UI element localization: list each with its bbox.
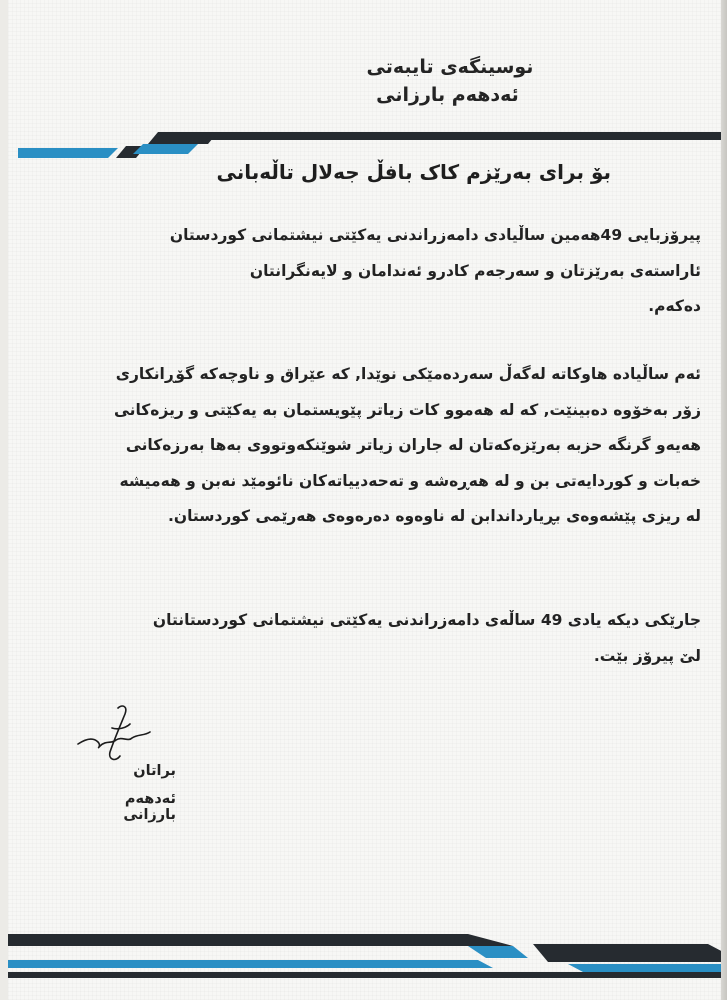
paragraph-anniversary-message — [21, 357, 701, 535]
paragraph-line: هەیەو گرنگە حزبە بەرێزەکەتان لە جاران زیاتر شوێنکەوتووی بەها بەرزەکانی — [125, 436, 701, 454]
paragraph-closing-wish — [21, 603, 701, 674]
footer-band — [8, 928, 727, 984]
letter-sheet — [8, 0, 727, 1000]
paragraph-line: جارێکی دیکە یادی 49 ساڵەی دامەزراندنی یەکێتی نیشتمانی کوردستانتان — [152, 611, 701, 629]
sender-block — [76, 763, 176, 823]
paragraph-line: خەبات و کوردایەتی بن و لە هەڕەشە و تەحەدییاتەکان نائومێد نەبن و هەمیشە — [119, 471, 701, 490]
paragraph-line: پیرۆزبایی 49هەمین ساڵیادی دامەزراندنی یەکێتی نیشتمانی کوردستان — [169, 226, 701, 244]
paragraph-line: لە ریزی پێشەوەی بڕیارداندابن لە ناوەوە دەرەوەی هەرێمی کوردستان. — [167, 507, 701, 525]
paragraph-line: ئاراستەی بەرێزتان و سەرجەم کادرو ئەندامان و لایەنگرانتان — [249, 261, 701, 280]
office-title-line1: نوسینگەی تایبەتی — [366, 56, 534, 78]
paragraph-line: زۆر بەخۆوە دەبینێت, کە لە هەموو کات زیاتر پێویستمان بە یەکێتی و ریزەکانی — [113, 400, 701, 419]
sender-name: ئەدهەم بارزانی — [123, 791, 176, 823]
page-edge — [721, 0, 727, 1000]
header-band — [8, 126, 727, 162]
paragraph-line: لێ پیرۆز بێت. — [593, 646, 701, 665]
paragraph-line: ئەم ساڵیادە هاوکاتە لەگەڵ سەردەمێکی نوێدا, کە عێراق و ناوچەکە گۆڕانکاری — [115, 365, 701, 383]
paragraph-line: دەکەم. — [648, 297, 701, 315]
paragraph-congratulations — [21, 218, 701, 325]
office-title-line2: ئەدهەم بارزانی — [376, 84, 519, 106]
office-header — [8, 56, 727, 106]
from-label: براتان — [133, 763, 176, 779]
letter-salutation: بۆ برای بەرێزم کاک بافڵ جەلال تاڵەبانی — [216, 160, 611, 184]
